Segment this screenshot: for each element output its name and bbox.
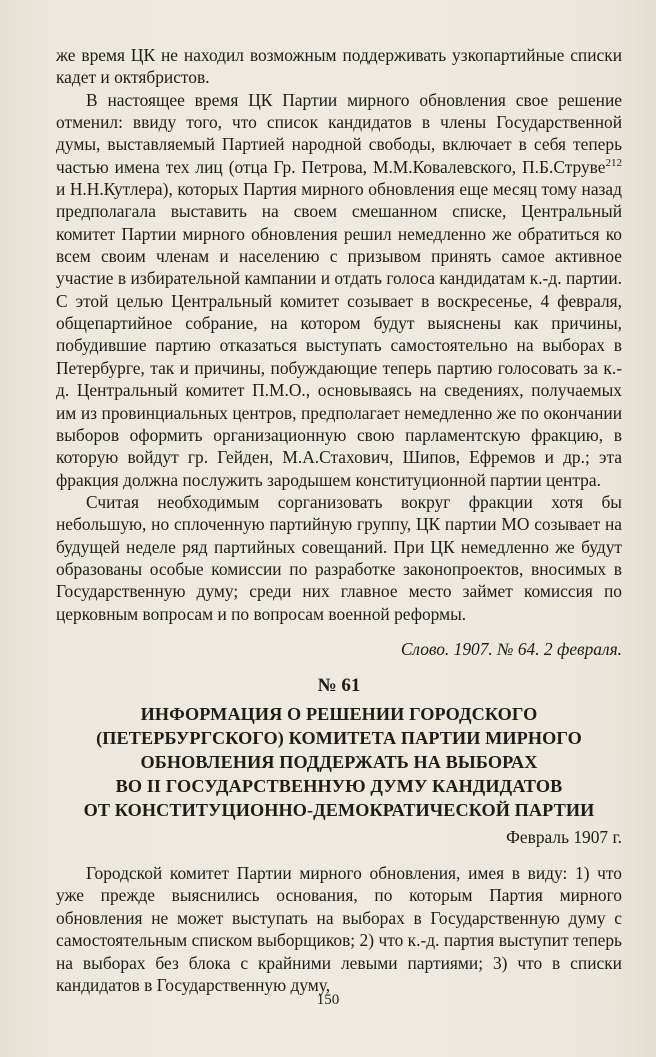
document-title-line: (ПЕТЕРБУРГСКОГО) КОМИТЕТА ПАРТИИ МИРНОГО	[96, 728, 582, 748]
document-number: № 61	[317, 675, 361, 696]
source-citation: Слово. 1907. № 64. 2 февраля.	[400, 639, 622, 659]
page-number: 150	[316, 992, 340, 1008]
document-date: Февраль 1907 г.	[506, 827, 622, 847]
document-title-line: ОБНОВЛЕНИЯ ПОДДЕРЖАТЬ НА ВЫБОРАХ	[140, 752, 538, 772]
paragraph-faction: Считая необходимым сорганизовать вокруг фракции хотя бы небольшую, но сплоченную партийную группу, ЦК партии МО созывает на будущей неделе ряд партийных совещаний. При ЦК немедленно же будут образованы особые комиссии по разработке законопроектов, вносимых в Государственную думу; среди них главное место займет комиссия по церковным вопросам и по вопросам военной реформы.	[56, 491, 622, 624]
document-title-line: ОТ КОНСТИТУЦИОННО-ДЕМОКРАТИЧЕСКОЙ ПАРТИИ	[83, 800, 595, 820]
document-title-line: ВО II ГОСУДАРСТВЕННУЮ ДУМУ КАНДИДАТОВ	[115, 776, 563, 796]
footnote-marker: 212	[605, 156, 622, 169]
paragraph-decision-start: В настоящее время ЦК Партии мирного обновления свое решение отменил: ввиду того, что список кандидатов в члены Государственной думы, выставляемый Партией народной свободы, включает в себя теперь частью имена тех лиц (отца Гр. Петрова, М.М.Ковалевского, П.Б.Струве	[56, 89, 622, 177]
body-text-top	[56, 44, 622, 625]
paragraph-continuation: же время ЦК не находил возможным поддерживать узкопартийные списки кадет и октябристов.	[56, 45, 622, 88]
paragraph-decision	[56, 89, 622, 491]
body-text-bottom	[56, 862, 622, 996]
paragraph-city-committee: Городской комитет Партии мирного обновления, имея в виду: 1) что уже прежде выяснились основания, по которым Партия мирного обновления не может выступать на выборах в Государственную думу с самостоятельным списком выборщиков; 2) что к.-д. партия выступит теперь на выборах без блока с крайними левыми партиями; 3) что в списки кандидатов в Государственную думу,	[56, 863, 622, 996]
paragraph-decision-end: и Н.Н.Кутлера), которых Партия мирного обновления еще месяц тому назад предполагала выставить на своем смешанном списке, Центральный комитет Партии мирного обновления решил немедленно же обратиться ко всем своим членам и населению с призывом принять самое активное участие в избирательной кампании и отдать голоса кандидатам к.-д. партии. С этой целью Центральный комитет созывает в воскресенье, 4 февраля, общепартийное собрание, на котором будут выяснены как причины, побудившие партию отказаться выступать самостоятельно на выборах в Петербурге, так и причины, побуждающие теперь партию голосовать за к.-д. Центральный комитет П.М.О., основываясь на сведениях, получаемых им из провинциальных центров, предполагает немедленно же по окончании выборов оформить организационную свою парламентскую фракцию, в которую войдут гр. Гейден, М.А.Стахович, Шипов, Ефремов и др.; эта фракция должна послужить зародышем конституционной партии центра.	[56, 179, 622, 490]
document-title-line: ИНФОРМАЦИЯ О РЕШЕНИИ ГОРОДСКОГО	[140, 704, 538, 724]
document-title	[56, 702, 622, 822]
